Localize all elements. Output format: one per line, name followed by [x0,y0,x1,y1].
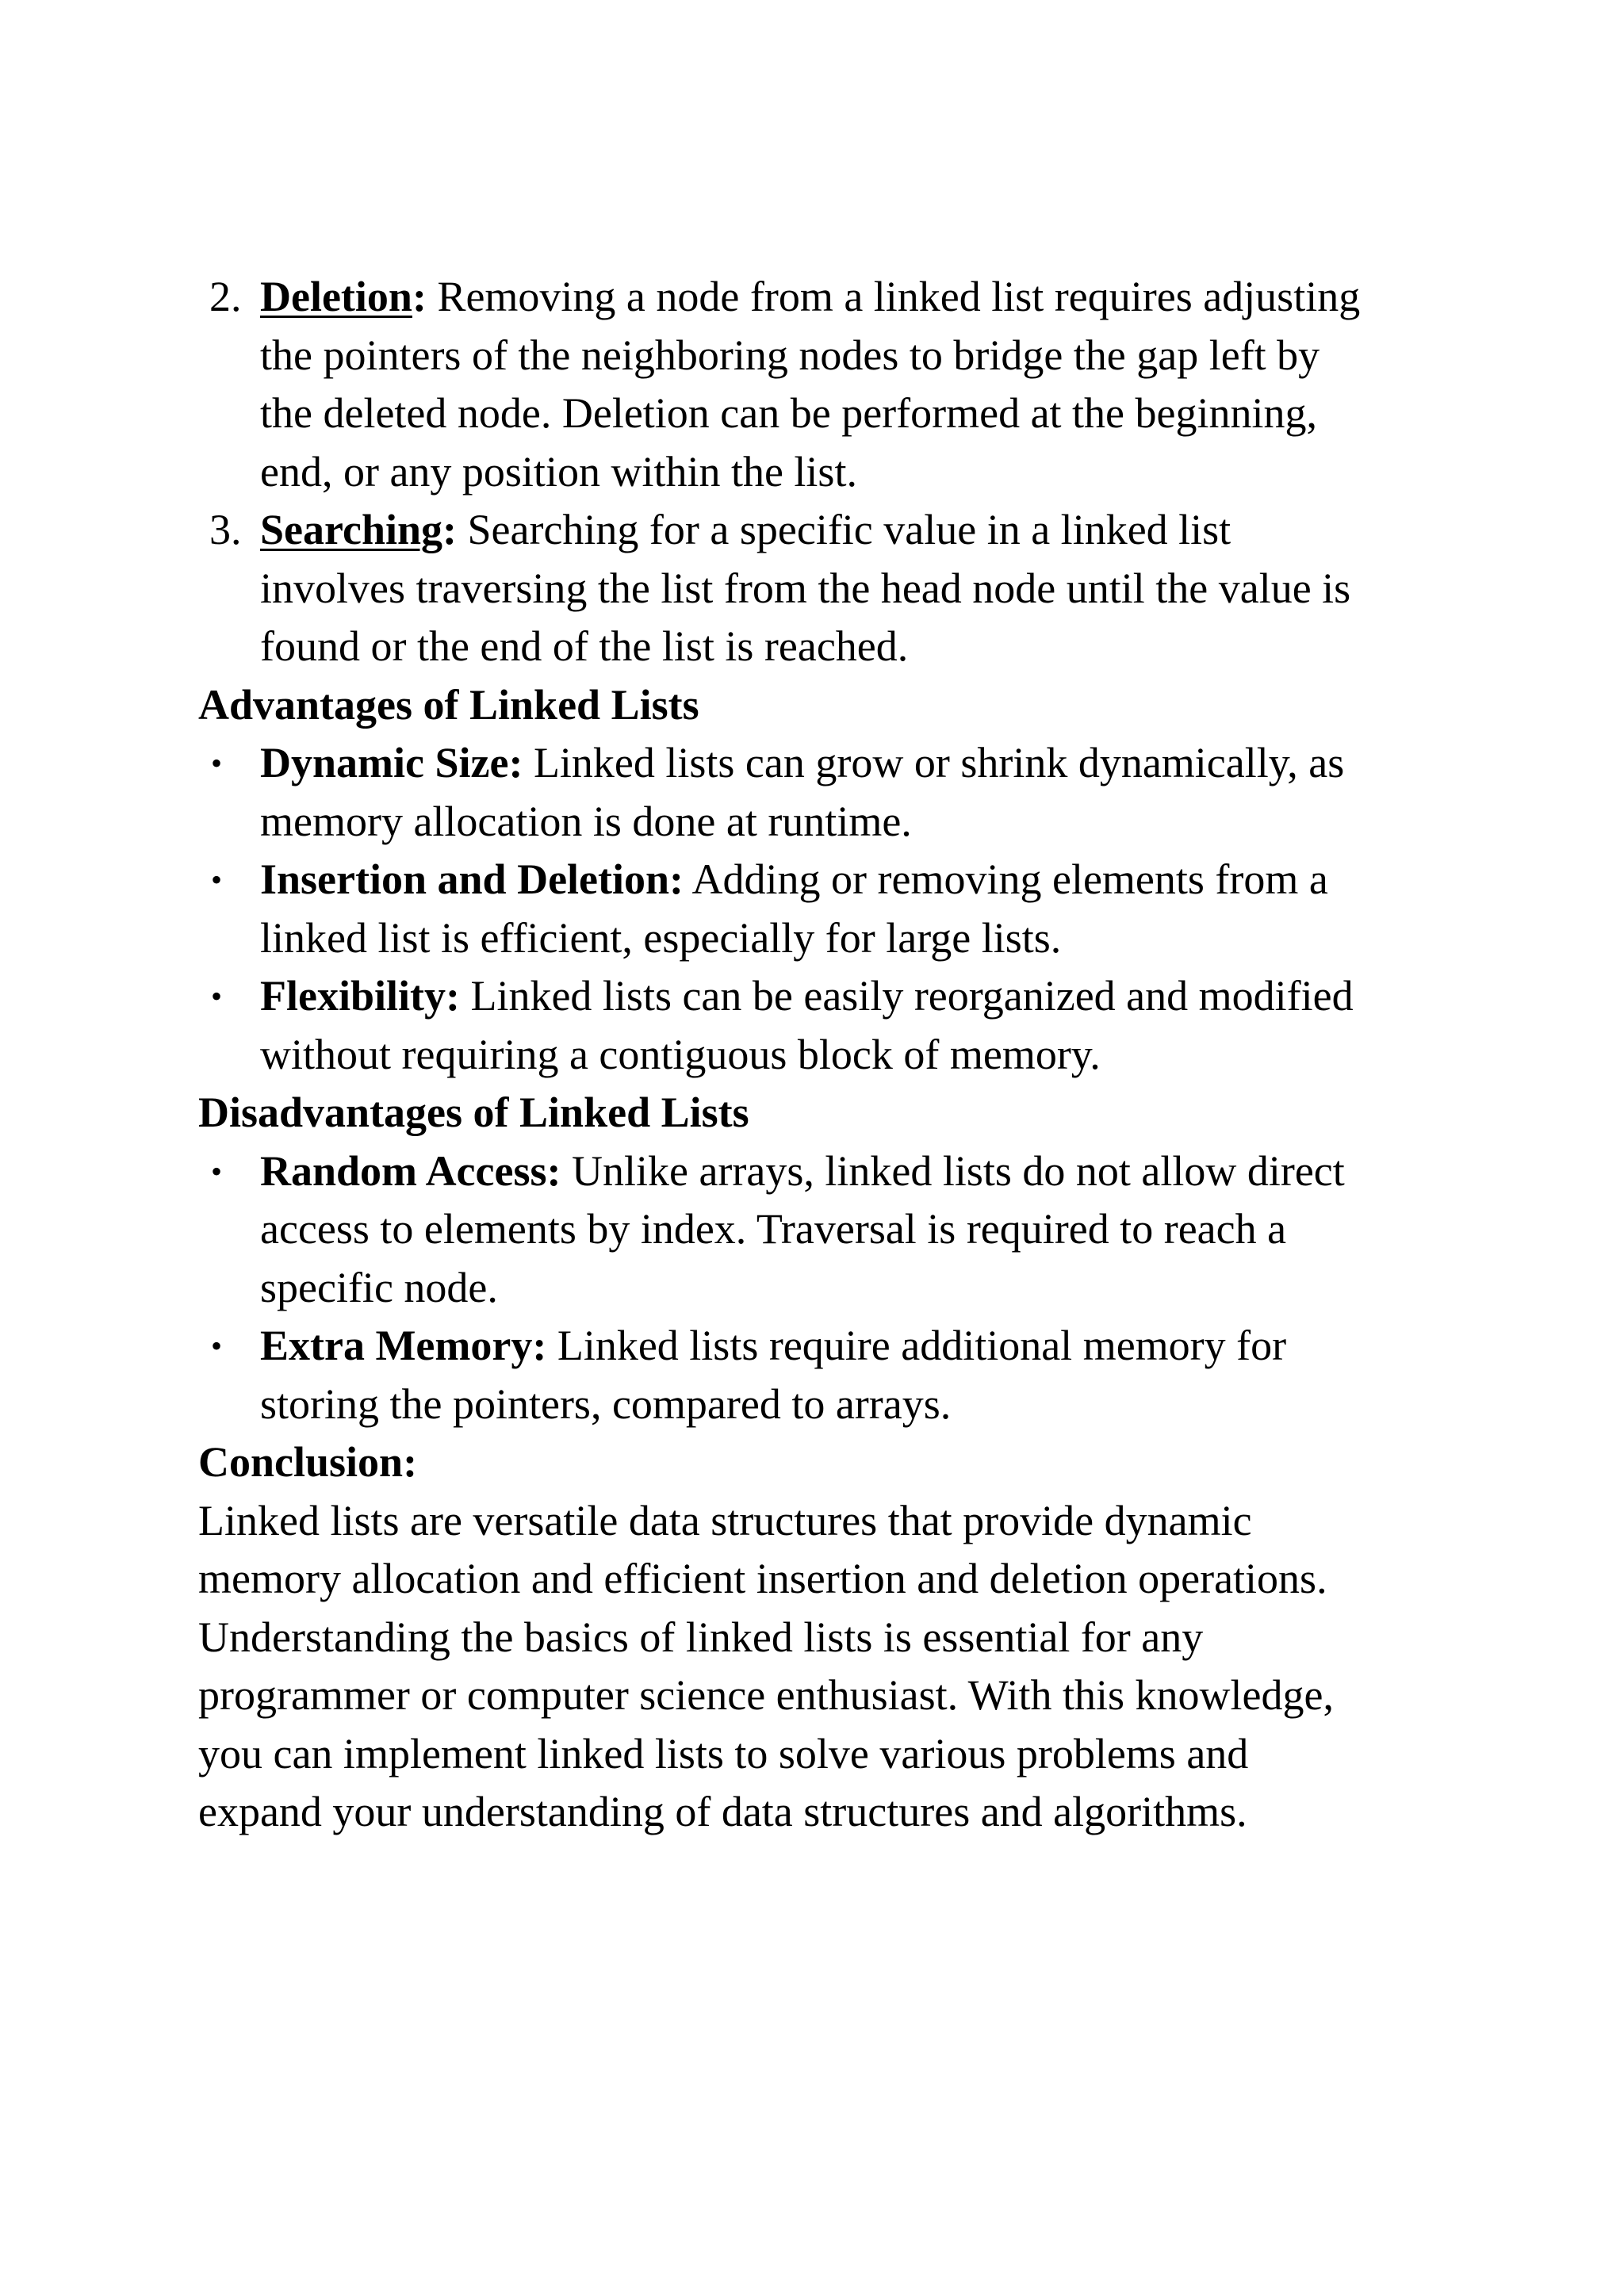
item-text: Searching for a specific value in a linked list [457,506,1231,553]
document-page [198,268,1435,1842]
item-text-line: the deleted node. Deletion can be performed at the beginning, [260,389,1317,437]
numbered-item-searching [198,501,1435,676]
item-first-line [260,967,1435,1026]
item-text: Removing a node from a linked list requires adjusting [426,273,1361,320]
item-first-line [260,1142,1435,1201]
disadvantage-item-extra-memory [198,1317,1435,1433]
item-term: Insertion and Deletion: [260,855,684,903]
bullet-icon: • [211,978,223,1014]
item-term: Random Access: [260,1146,561,1195]
item-first-line [260,268,1435,327]
item-text: Linked lists require additional memory for [546,1322,1287,1369]
disadvantage-item-random-access [198,1142,1435,1318]
item-text-line: access to elements by index. Traversal is required to reach a [260,1205,1287,1253]
item-term-colon: : [442,506,458,553]
item-text: Linked lists can be easily reorganized and modified [459,972,1354,1020]
bullet-icon: • [211,745,223,781]
paragraph-line: memory allocation and efficient insertion and deletion operations. [198,1555,1327,1602]
bullet-icon: • [211,1328,223,1364]
item-first-line [260,1317,1435,1376]
item-first-line [260,501,1435,560]
item-text-line: the pointers of the neighboring nodes to bridge the gap left by [260,331,1320,379]
list-number: 2. [209,273,242,320]
paragraph-line: Understanding the basics of linked lists is essential for any [198,1613,1204,1661]
item-text-line: end, or any position within the list. [260,447,857,496]
item-term: Deletion [260,273,412,320]
numbered-item-deletion [198,268,1435,501]
paragraph-line: programmer or computer science enthusiast. With this knowledge, [198,1671,1334,1719]
item-term: Dynamic Size: [260,739,523,786]
conclusion-paragraph [198,1492,1435,1842]
advantages-heading: Advantages of Linked Lists [198,680,699,729]
paragraph-line: Linked lists are versatile data structures that provide dynamic [198,1496,1252,1544]
bullet-icon: • [211,1153,223,1189]
advantage-item-insertion-deletion [198,851,1435,967]
item-text-line: involves traversing the list from the head node until the value is [260,564,1351,612]
disadvantages-heading: Disadvantages of Linked Lists [198,1089,749,1136]
paragraph-line: expand your understanding of data structures and algorithms. [198,1788,1247,1835]
item-first-line [260,734,1435,793]
item-term: Searching [260,506,443,553]
item-text-line: found or the end of the list is reached. [260,622,909,670]
item-term-colon: : [412,273,427,320]
item-text-line: linked list is efficient, especially for large lists. [260,913,1062,962]
list-number: 3. [209,506,242,553]
advantage-item-dynamic-size [198,734,1435,851]
item-text-line: memory allocation is done at runtime. [260,797,912,845]
item-term: Flexibility: [260,972,460,1020]
item-text: Linked lists can grow or shrink dynamically, as [523,739,1345,786]
item-term: Extra Memory: [260,1322,547,1369]
item-text-line: without requiring a contiguous block of memory. [260,1030,1101,1078]
item-first-line [260,851,1435,909]
item-text: Adding or removing elements from a [684,855,1328,903]
advantage-item-flexibility [198,967,1435,1084]
item-text-line: storing the pointers, compared to arrays. [260,1380,952,1428]
item-text: Unlike arrays, linked lists do not allow direct [561,1146,1345,1195]
item-text-line: specific node. [260,1263,498,1311]
conclusion-heading: Conclusion: [198,1438,418,1486]
paragraph-line: you can implement linked lists to solve various problems and [198,1729,1249,1777]
bullet-icon: • [211,862,223,897]
